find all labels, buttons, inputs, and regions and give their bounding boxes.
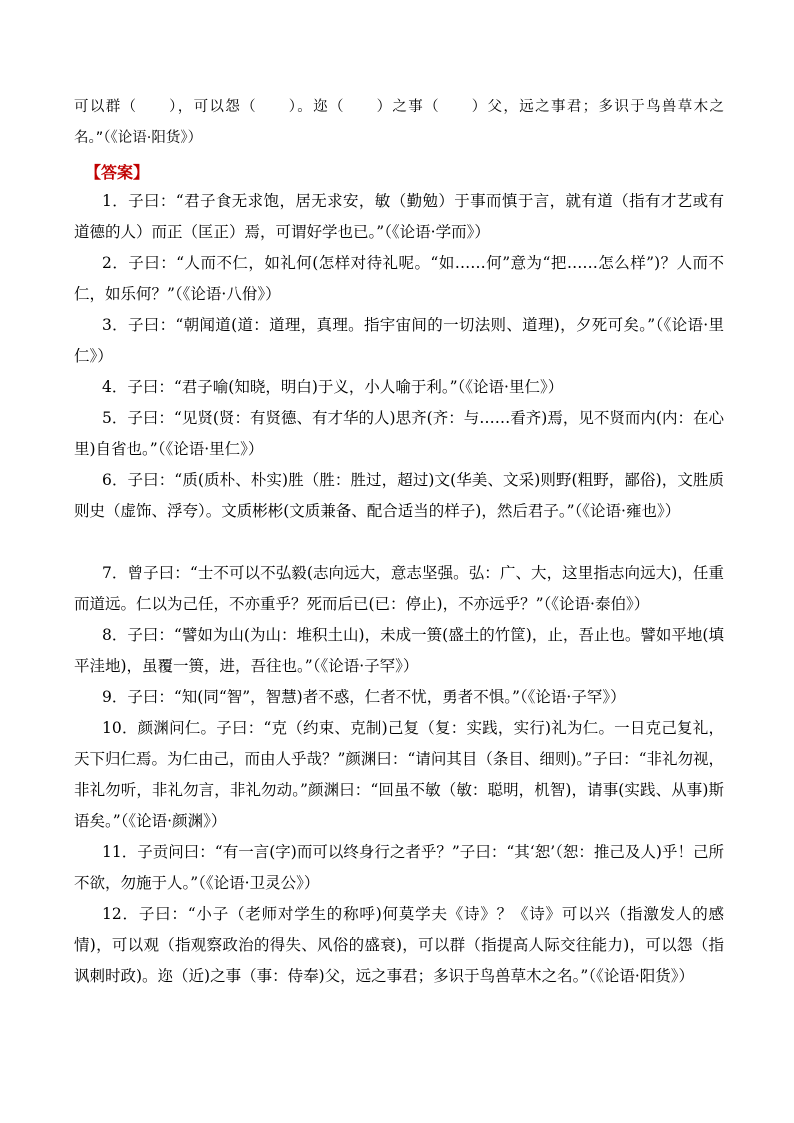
answer-item-12: 12．子曰：“小子（老师对学生的称呼)何莫学夫《诗》？《诗》可以兴（指激发人的感情)，可以观（指观察政治的得失、风俗的盛衰)，可以群（指提高人际交往能力)，可以怨（指讽刺时政)。迩（近)之事（事：侍奉)父，远之事君；多识于鸟兽草木之名。”（《论语·阳货》） — [74, 905, 724, 985]
answer-item-5: 5．子曰：“见贤(贤：有贤德、有才华的人)思齐(齐：与……看齐)焉，见不贤而内(内：在心里)自省也。”（《论语·里仁》） — [74, 409, 724, 458]
answer-item-4: 4．子曰：“君子喻(知晓，明白)于义，小人喻于利。”（《论语·里仁》） — [102, 378, 564, 396]
answer-item-1: 1．子曰：“君子食无求饱，居无求安，敏（勤勉）于事而慎于言，就有道（指有才艺或有道德的人）而正（匡正）焉，可谓好学也已。”（《论语·学而》） — [74, 192, 724, 241]
answer-heading: 【答案】 — [85, 163, 150, 182]
answer-item-2: 2．子曰：“人而不仁，如礼何(怎样对待礼呢。“如……何”意为“把……怎么样”)？人而不仁，如乐何？”（《论语·八佾》） — [74, 254, 724, 303]
continued-question-text: 可以群（ ），可以怨（ ）。迩（ ）之事（ ）父，远之事君；多识于鸟兽草木之名。”（《论语·阳货》） — [74, 99, 724, 146]
answer-item-8: 8．子曰：“譬如为山(为山：堆积土山)，未成一篑(盛土的竹筐)，止，吾止也。譬如平地(填平洼地)，虽覆一篑，进，吾往也。”（《论语·子罕》） — [74, 626, 724, 675]
answer-item-10: 10．颜渊问仁。子曰：“克（约束、克制)己复（复：实践，实行)礼为仁。一日克己复礼，天下归仁焉。为仁由己，而由人乎哉？”颜渊曰：“请问其目（条目、细则)。”子曰：“非礼勿视，非礼勿听，非礼勿言，非礼勿动。”颜渊曰：“回虽不敏（敏：聪明，机智)，请事(实践、从事)斯语矣。”（《论语·颜渊》） — [74, 719, 724, 830]
answer-item-6: 6．子曰：“质(质朴、朴实)胜（胜：胜过，超过)文(华美、文采)则野(粗野，鄙俗)，文胜质则史（虚饰、浮夸）。文质彬彬(文质兼备、配合适当的样子)，然后君子。”（《论语·雍也》） — [74, 471, 724, 520]
answer-item-11: 11．子贡问曰：“有一言(字)而可以终身行之者乎？”子曰：“其‘恕’（恕：推己及人)乎！己所不欲，勿施于人。”（《论语·卫灵公》） — [74, 843, 724, 892]
answer-item-3: 3．子曰：“朝闻道(道：道理，真理。指宇宙间的一切法则、道理)，夕死可矣。”（《论语·里仁》） — [74, 316, 724, 365]
answer-item-9: 9．子曰：“知(同“智”，智慧)者不惑，仁者不忧，勇者不惧。”（《论语·子罕》） — [102, 688, 626, 706]
answer-item-7: 7．曾子曰：“士不可以不弘毅(志向远大，意志坚强。弘：广、大，这里指志向远大)，任重而道远。仁以为己任，不亦重乎？死而后已(已：停止)，不亦远乎？”（《论语·泰伯》） — [74, 564, 724, 613]
